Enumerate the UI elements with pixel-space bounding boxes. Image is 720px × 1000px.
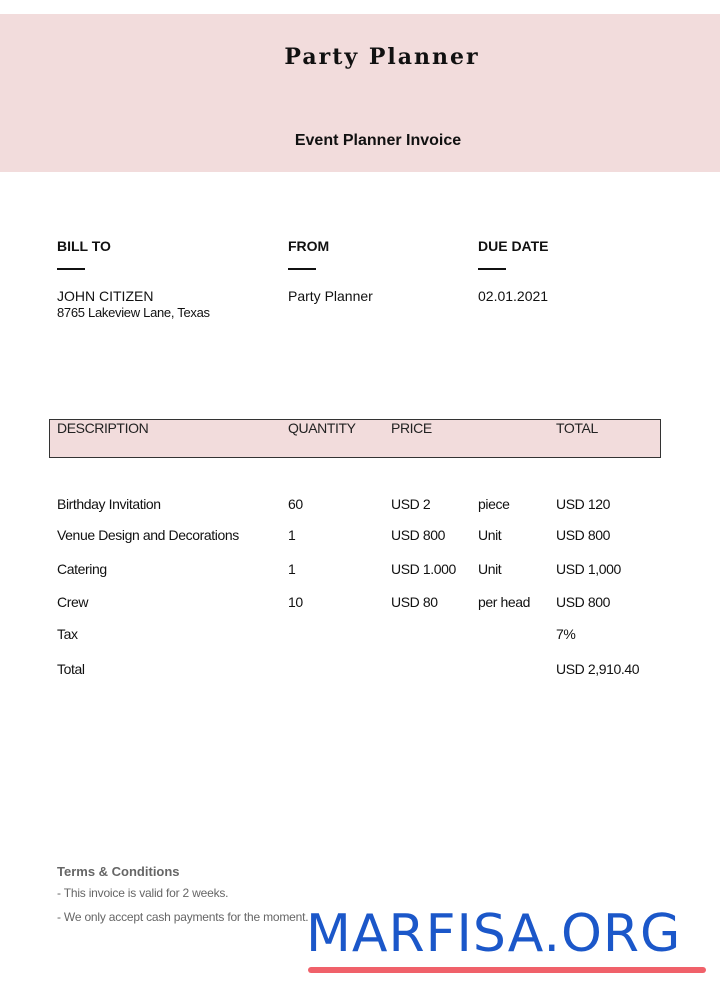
row-quantity: 60	[288, 496, 303, 512]
terms-line: - This invoice is valid for 2 weeks.	[57, 886, 229, 900]
header-description: DESCRIPTION	[57, 420, 149, 436]
due-date-label: DUE DATE	[478, 238, 549, 254]
bill-to-rule	[57, 268, 85, 270]
tax-value: 7%	[556, 626, 576, 642]
watermark-logo: MARFISA.ORG	[306, 904, 682, 964]
watermark-underline	[308, 967, 706, 973]
header-total: TOTAL	[556, 420, 598, 436]
row-quantity: 1	[288, 527, 296, 543]
row-unit: piece	[478, 496, 510, 512]
bill-to-address: 8765 Lakeview Lane, Texas	[57, 305, 210, 320]
invoice-title: Event Planner Invoice	[294, 132, 462, 149]
row-price: USD 80	[391, 594, 438, 610]
from-value: Party Planner	[288, 288, 373, 304]
row-unit: Unit	[478, 561, 502, 577]
row-unit: per head	[478, 594, 531, 610]
total-value: USD 2,910.40	[556, 661, 640, 677]
header-quantity: QUANTITY	[288, 420, 356, 436]
row-total: USD 1,000	[556, 561, 621, 577]
row-price: USD 800	[391, 527, 446, 543]
row-description: Birthday Invitation	[57, 496, 161, 512]
row-unit: Unit	[478, 527, 502, 543]
row-description: Venue Design and Decorations	[57, 527, 239, 543]
due-date-rule	[478, 268, 506, 270]
due-date-value: 02.01.2021	[478, 288, 549, 304]
tax-label: Tax	[57, 626, 78, 642]
row-description: Catering	[57, 561, 107, 577]
row-total: USD 800	[556, 527, 611, 543]
terms-title: Terms & Conditions	[57, 864, 180, 879]
bill-to-label: BILL TO	[57, 238, 111, 254]
bill-to-name: JOHN CITIZEN	[57, 288, 154, 304]
row-price: USD 1.000	[391, 561, 456, 577]
row-quantity: 10	[288, 594, 303, 610]
row-quantity: 1	[288, 561, 296, 577]
row-description: Crew	[57, 594, 89, 610]
company-name: Party Planner	[284, 44, 480, 70]
terms-line: - We only accept cash payments for the moment.	[57, 910, 309, 924]
header-price: PRICE	[391, 420, 432, 436]
row-total: USD 800	[556, 594, 611, 610]
from-rule	[288, 268, 316, 270]
total-label: Total	[57, 661, 85, 677]
row-price: USD 2	[391, 496, 431, 512]
row-total: USD 120	[556, 496, 611, 512]
from-label: FROM	[288, 238, 330, 254]
